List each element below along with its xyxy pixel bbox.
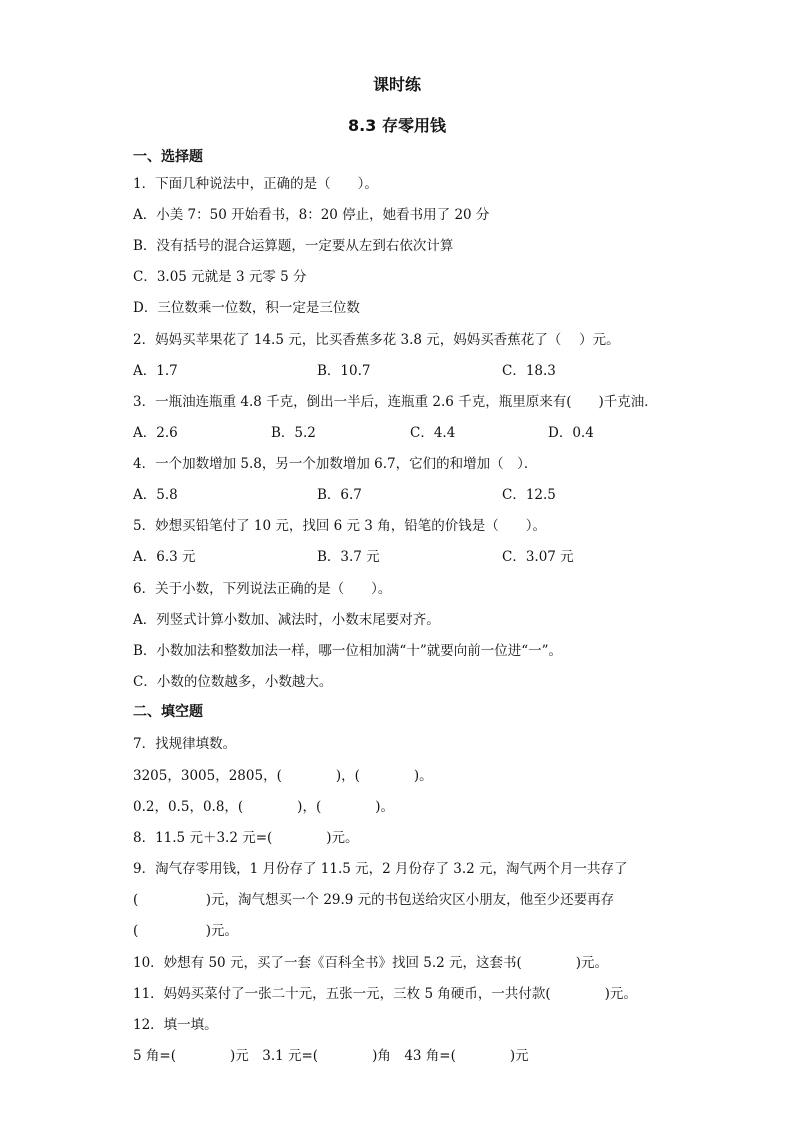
page-title: 课时练 (372, 75, 421, 94)
question-2-option-a: A．1.7 (133, 363, 178, 379)
question-4-stem: 4．一个加数增加 5.8，另一个加数增加 6.7，它们的和增加（ ）． (133, 456, 538, 472)
question-7-sequence-2: 0.2，0.5，0.8，( )，( )。 (133, 799, 394, 815)
question-6-option-a: A．列竖式计算小数加、减法时，小数末尾要对齐。 (133, 612, 440, 628)
question-6-stem: 6．关于小数，下列说法正确的是（ ）。 (133, 581, 392, 597)
question-3-option-b: B．5.2 (271, 425, 316, 441)
question-1-option-a: A．小美 7：50 开始看书，8：20 停止，她看书用了 20 分 (133, 207, 490, 223)
question-7-sequence-1: 3205，3005，2805，( )，( )。 (133, 768, 433, 784)
question-9-line-2: ( )元，淘气想买一个 29.9 元的书包送给灾区小朋友，他至少还要再存 (133, 892, 615, 908)
question-1-option-c: C．3.05 元就是 3 元零 5 分 (133, 269, 307, 285)
question-4-option-a: A．5.8 (133, 487, 178, 503)
question-6-option-b: B．小数加法和整数加法一样，哪一位相加满“十”就要向前一位进“一”。 (133, 643, 563, 659)
question-12-stem: 12．填一填。 (133, 1017, 218, 1033)
question-5-stem: 5．妙想买铅笔付了 10 元，找回 6 元 3 角，铅笔的价钱是（ ）。 (133, 518, 546, 534)
question-5-option-b: B．3.7 元 (317, 549, 380, 565)
question-11: 11．妈妈买菜付了一张二十元，五张一元，三枚 5 角硬币，一共付款( )元。 (133, 986, 637, 1002)
question-3-option-d: D．0.4 (548, 425, 594, 441)
lesson-subtitle: 8.3 存零用钱 (348, 116, 446, 135)
question-6-option-c: C．小数的位数越多，小数越大。 (133, 674, 333, 690)
question-12-conversions: 5 角=( )元 3.1 元=( )角 43 角=( )元 (133, 1048, 529, 1064)
question-1-option-b: B．没有括号的混合运算题，一定要从左到右依次计算 (133, 238, 454, 254)
question-1-stem: 1．下面几种说法中，正确的是（ ）。 (133, 176, 378, 192)
question-3-option-c: C．4.4 (410, 425, 456, 441)
question-1-option-d: D．三位数乘一位数，积一定是三位数 (133, 300, 360, 316)
question-5-option-c: C．3.07 元 (502, 549, 574, 565)
question-4-option-b: B．6.7 (317, 487, 362, 503)
question-2-option-b: B．10.7 (317, 363, 371, 379)
question-9-line-1: 9．淘气存零用钱，1 月份存了 11.5 元，2 月份存了 3.2 元，淘气两个月一共存了 (133, 861, 628, 877)
section-heading-fill: 二、填空题 (133, 704, 203, 720)
question-5-option-a: A．6.3 元 (133, 549, 196, 565)
question-2-option-c: C．18.3 (502, 363, 556, 379)
question-3-stem: 3．一瓶油连瓶重 4.8 千克，倒出一半后，连瓶重 2.6 千克，瓶里原来有( )千克油． (133, 394, 658, 410)
question-10: 10．妙想有 50 元，买了一套《百科全书》找回 5.2 元，这套书( )元。 (133, 955, 609, 971)
question-7-stem: 7．找规律填数。 (133, 736, 237, 752)
question-8: 8．11.5 元＋3.2 元=( )元。 (133, 830, 359, 846)
question-2-stem: 2．妈妈买苹果花了 14.5 元，比买香蕉多花 3.8 元，妈妈买香蕉花了（ ）元。 (133, 332, 620, 348)
section-heading-choice: 一、选择题 (133, 149, 203, 165)
question-9-line-3: ( )元。 (133, 923, 239, 939)
question-3-option-a: A．2.6 (133, 425, 178, 441)
question-4-option-c: C．12.5 (502, 487, 556, 503)
